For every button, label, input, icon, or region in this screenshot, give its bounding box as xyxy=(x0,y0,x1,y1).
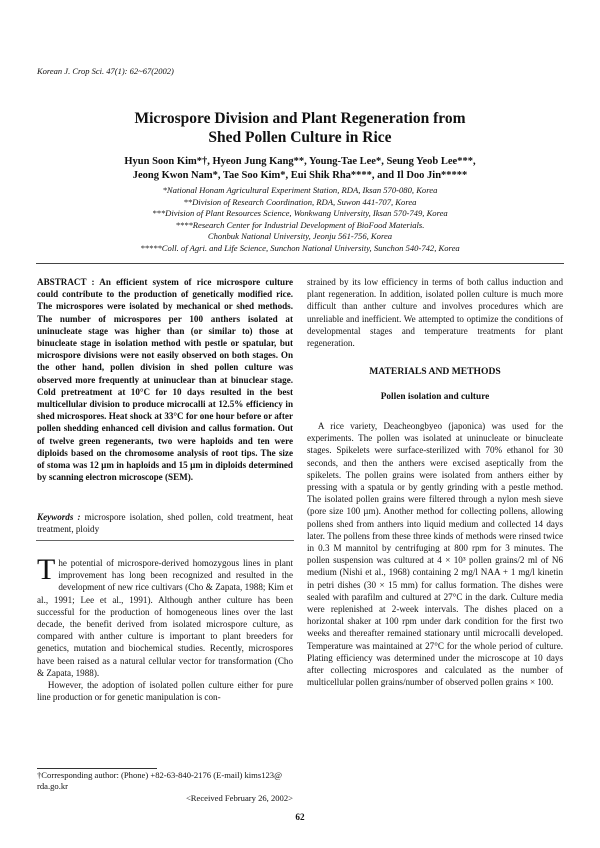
affiliation-1: *National Honam Agricultural Experiment Station, RDA, Iksan 570-080, Korea xyxy=(162,185,438,195)
keywords-text: microspore isolation, shed pollen, cold treatment, heat treatment, ploidy xyxy=(37,512,293,534)
footnote-divider xyxy=(37,768,157,769)
author-list xyxy=(60,155,540,183)
abstract-divider xyxy=(36,540,294,541)
subsection-heading-pollen-isolation: Pollen isolation and culture xyxy=(380,392,490,402)
received-date: <Received February 26, 2002> xyxy=(185,792,293,803)
affiliation-5: *****Coll. of Agri. and Life Science, Sunchon National University, Sunchon 540-742, Korea xyxy=(140,242,460,253)
title-line-1: Microspore Division and Plant Regeneration from xyxy=(134,110,466,127)
authors-line-1: Hyun Soon Kim*†, Hyeon Jung Kang**, Young-Tae Lee*, Seung Yeob Lee***, xyxy=(124,156,476,167)
corresponding-author: †Corresponding author: (Phone) +82-63-840-2176 (E-mail) kims123@ rda.go.kr xyxy=(37,770,282,792)
affiliation-4: ****Research Center for Industrial Development of BioFood Materials. xyxy=(175,219,425,230)
keywords xyxy=(37,511,293,535)
intro-paragraph-1 xyxy=(37,553,293,679)
intro-paragraph-1-text: he potential of microspore-derived homozygous lines in plant improvement has long been recognized and resulted in the development of new rice cultivars (Cho & Zapata, 1988; Kim et al., 1991; Lee et al., 1991). Although anther culture has been successful for the production of homogeneous lines over the last decade, the benefit derived from isolated microspore culture, as compared with anther culture is important to plant breeders for genetics, mutation and biochemical studies. Recently, microspores have been raised as a natural cellular vector for transformation (Cho & Zapata, 1988). xyxy=(37,558,293,678)
authors-line-2: Jeong Kwon Nam*, Tae Soo Kim*, Eui Shik Rha****, and Il Doo Jin***** xyxy=(132,170,468,181)
intro-continuation: strained by its low efficiency in terms of both callus induction and plant regeneration. In addition, isolated pollen culture is much more difficult than anther culture and involves procedures which are unreliable and inefficient. We attempted to optimize the conditions of developmental stages and temperature treatments for plant regeneration. xyxy=(307,277,563,349)
journal-citation: Korean J. Crop Sci. 47(1): 62~67(2002) xyxy=(37,66,174,76)
footnote xyxy=(37,770,293,804)
intro-paragraph-2: However, the adoption of isolated pollen culture either for pure line production or for genetic manipulation is con- xyxy=(37,680,293,703)
abstract: ABSTRACT : An efficient system of rice microspore culture could contribute to the production of genetically modified rice. The microspores were isolated by mechanical or shed methods. The number of microspores per 100 anthers isolated at uninucleate stage was higher than (or similar to) those at binucleate stage in isolation method with pestle or spatular, but microspore divisions were not easily observed on both stages. On the other hand, pollen division in shed pollen culture was observed more frequently at uninuclear than at binuclear stage. Cold pretreatment at 10°C for 10 days resulted in the best multicellular division to produce microcalli at 12.5% efficiency in shed microspores. Heat shock at 33°C for one hour before or after pollen shedding enhanced cell division and callus formation. Out of twelve green regenerants, two were haploids and ten were diploids based on the chromosome analysis of root tips. The size of stoma was 12 µm in haploids and 15 µm in diploids determined by scanning electron microscope (SEM). xyxy=(37,277,293,483)
affiliations xyxy=(60,185,540,255)
affiliation-3: ***Division of Plant Resources Science, Wonkwang University, Iksan 570-749, Korea xyxy=(152,208,448,219)
header-divider xyxy=(36,263,564,264)
title-line-2: Shed Pollen Culture in Rice xyxy=(208,129,392,146)
methods-paragraph: A rice variety, Deacheongbyeo (japonica) was used for the experiments. The pollen was isolated at uninucleate or binucleate stages. Spikelets were surface-sterilized with 70% ethanol for 30 seconds, and then the anthers were excised aseptically from the spikelets. The pollen grains were isolated from anthers either by pressing with a spatula or by gently grinding with a pestle method. The isolated pollen grains were filtered through a nylon mesh sieve (pore size 100 µm). Another method for collecting pollens, allowing pollens shed from anthers into liquid medium and collected 14 days later. The pollens from these three kinds of methods were rinsed twice in 0.3 M mannitol by centrifuging at 800 rpm for 3 minutes. The pollen suspension was cultured at 4 × 10³ pollen grains/2 ml of N6 medium (Nishi et al., 1968) containing 2 mg/l NAA + 1 mg/l kinetin in petri dishes (30 × 15 mm) for callus formation. The dishes were sealed with parafilm and cultured at 27°C in the dark. Culture media were replenished at 2-week intervals. The dishes placed on a horizontal shaker at 100 rpm under dark condition for the first two weeks and thereafter remained stationary until microcalli developed. Temperature was maintained at 27°C for the whole period of culture. Plating efficiency was determined under the microscope at 10 days after collecting microspores and calculated as the number of multicellular pollen grains/number of observed pollen grains × 100. xyxy=(307,421,563,688)
section-heading-materials-methods: MATERIALS AND METHODS xyxy=(369,366,501,377)
affiliation-4-cont: Chonbuk National University, Jeonju 561-756, Korea xyxy=(207,231,393,242)
affiliation-2: **Division of Research Coordination, RDA, Suwon 441-707, Korea xyxy=(183,196,417,207)
drop-cap: T xyxy=(37,553,56,586)
keywords-label: Keywords : xyxy=(37,512,81,522)
page-number: 62 xyxy=(295,812,305,822)
introduction xyxy=(37,553,293,703)
paper-title xyxy=(60,109,540,147)
